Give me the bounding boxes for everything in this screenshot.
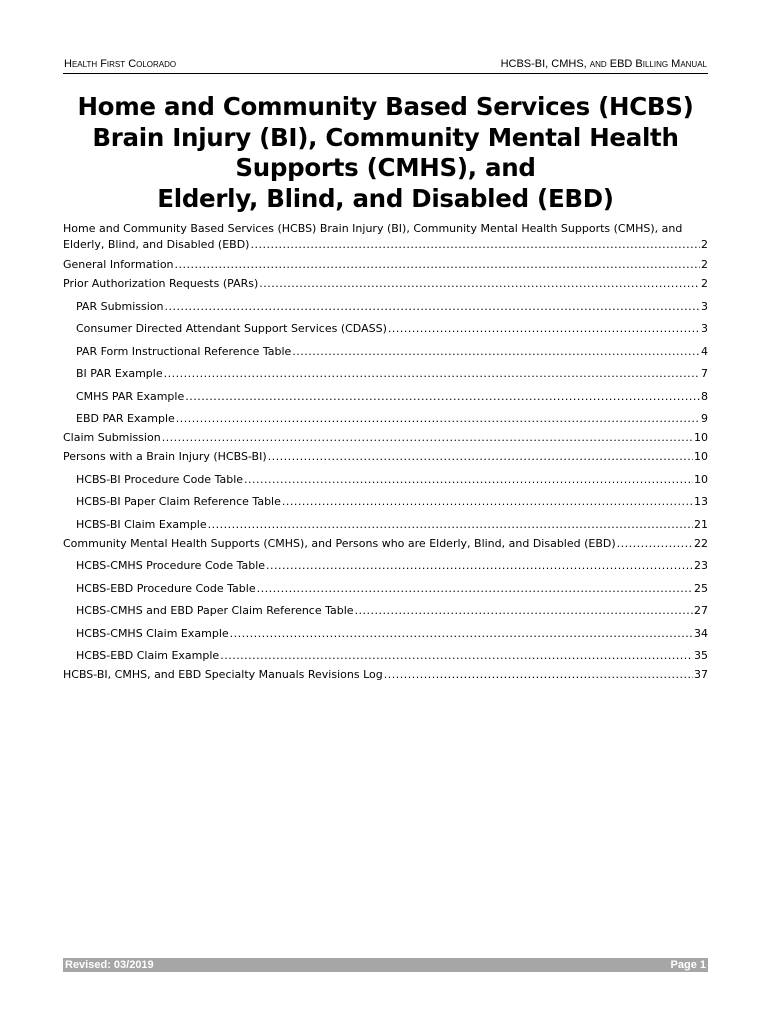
toc-dot-leader — [268, 450, 693, 464]
toc-subentry[interactable] — [63, 314, 708, 337]
toc-dot-leader — [220, 649, 693, 663]
document-title — [63, 92, 708, 214]
toc-entry-text: HCBS-BI Claim Example — [76, 517, 207, 531]
toc-entry[interactable] — [63, 532, 708, 551]
toc-entry[interactable] — [63, 253, 708, 272]
toc-entry-text: Elderly, Blind, and Disabled (EBD) — [63, 238, 250, 251]
title-line-1: Home and Community Based Services (HCBS) — [77, 92, 694, 121]
title-line-2: Brain Injury (BI), Community Mental Health — [92, 122, 679, 152]
toc-entry-text: PAR Form Instructional Reference Table — [76, 344, 292, 358]
toc-entry-text-line1: Home and Community Based Services (HCBS) Brain Injury (BI), Community Mental Health Supports (CMHS), and — [63, 222, 683, 235]
toc-dot-leader — [244, 473, 693, 487]
toc-entry-text: General Information — [63, 258, 174, 271]
toc-dot-leader — [282, 495, 693, 509]
toc-entry-text: HCBS-BI Procedure Code Table — [76, 472, 244, 486]
toc-entry-page: 10 — [694, 431, 708, 444]
toc-entry-page: 10 — [694, 472, 708, 486]
toc-dot-leader — [292, 345, 700, 359]
toc-entry-page: 13 — [694, 495, 708, 508]
toc-entry-page: 35 — [694, 649, 708, 662]
toc-entry-text: Claim Submission — [63, 431, 161, 444]
toc-entry-page: 37 — [694, 668, 708, 681]
toc-entry-page: 27 — [694, 604, 708, 617]
toc-dot-leader — [250, 237, 700, 253]
toc-subentry[interactable] — [63, 573, 708, 596]
toc-dot-leader — [165, 300, 700, 314]
toc-entry-text: Community Mental Health Supports (CMHS), and Persons who are Elderly, Blind, and Disabled (EBD) — [63, 536, 616, 550]
toc-entry-page: 7 — [701, 367, 708, 380]
toc-entry-page: 2 — [701, 277, 708, 290]
header-manual-name: HCBS-BI, CMHS, and EBD Billing Manual — [500, 58, 707, 70]
toc-entry-page: 34 — [694, 626, 708, 640]
toc-entry-text: EBD PAR Example — [76, 412, 175, 425]
toc-dot-leader — [355, 604, 693, 618]
toc-entry[interactable] — [63, 445, 708, 464]
toc-entry-text: BI PAR Example — [76, 367, 163, 380]
toc-entry-text: HCBS-CMHS Procedure Code Table — [76, 559, 266, 572]
toc-entry-text: PAR Submission — [76, 299, 164, 313]
toc-entry-page: 4 — [701, 344, 708, 358]
toc-entry-text: Prior Authorization Requests (PARs) — [63, 277, 259, 290]
toc-subentry[interactable] — [63, 641, 708, 664]
toc-entry-page: 3 — [701, 299, 708, 313]
toc-entry-page: 2 — [701, 258, 708, 271]
toc-dot-leader — [257, 582, 693, 596]
toc-entry-text: HCBS-BI Paper Claim Reference Table — [76, 495, 281, 508]
toc-entry[interactable] — [63, 426, 708, 445]
toc-entry-page: 25 — [694, 581, 708, 595]
toc-entry-page: 2 — [701, 238, 708, 251]
toc-subentry[interactable] — [63, 596, 708, 619]
toc-entry-page: 10 — [694, 450, 708, 463]
toc-subentry[interactable] — [63, 618, 708, 641]
toc-dot-leader — [259, 277, 700, 291]
toc-entry-text: HCBS-EBD Procedure Code Table — [76, 581, 256, 595]
toc-subentry[interactable] — [63, 359, 708, 382]
toc-subentry[interactable] — [63, 291, 708, 314]
toc-entry-text: Persons with a Brain Injury (HCBS-BI) — [63, 450, 267, 463]
toc-entry-page: 9 — [701, 412, 708, 425]
toc-subentry[interactable] — [63, 551, 708, 574]
title-line-3: Supports (CMHS), and — [235, 153, 536, 182]
toc-entry-page: 22 — [694, 536, 708, 550]
toc-entry-text: HCBS-BI, CMHS, and EBD Specialty Manuals Revisions Log — [63, 668, 383, 681]
toc-entry-text: Consumer Directed Attendant Support Services (CDASS) — [76, 322, 387, 335]
toc-dot-leader — [185, 390, 700, 404]
toc-dot-leader — [617, 537, 693, 551]
toc-entry-text: HCBS-EBD Claim Example — [76, 649, 220, 662]
toc-dot-leader — [164, 367, 700, 381]
toc-subentry[interactable] — [63, 509, 708, 532]
revision-date: Revised: 03/2019 — [65, 959, 154, 971]
toc-dot-leader — [208, 518, 693, 532]
toc-dot-leader — [266, 559, 693, 573]
toc-entry-text: HCBS-CMHS Claim Example — [76, 626, 229, 640]
toc-entry-text: CMHS PAR Example — [76, 389, 185, 403]
toc-entry-page: 8 — [701, 389, 708, 403]
toc-entry-page: 21 — [694, 517, 708, 531]
title-line-4: Elderly, Blind, and Disabled (EBD) — [157, 183, 614, 213]
toc-dot-leader — [384, 668, 693, 682]
toc-entry-text: HCBS-CMHS and EBD Paper Claim Reference Table — [76, 604, 354, 617]
toc-subentry[interactable] — [63, 404, 708, 427]
toc-entry[interactable] — [63, 272, 708, 291]
toc-dot-leader — [230, 627, 693, 641]
toc-subentry[interactable] — [63, 381, 708, 404]
page-footer — [63, 958, 708, 972]
toc-entry[interactable] — [63, 220, 708, 253]
toc-dot-leader — [176, 412, 700, 426]
toc-entry-page: 23 — [694, 559, 708, 572]
table-of-contents — [63, 220, 708, 682]
toc-dot-leader — [388, 322, 700, 336]
page-number: Page 1 — [670, 959, 706, 971]
toc-subentry[interactable] — [63, 464, 708, 487]
toc-subentry[interactable] — [63, 336, 708, 359]
toc-dot-leader — [175, 258, 700, 272]
toc-entry[interactable] — [63, 663, 708, 682]
toc-entry-page: 3 — [701, 322, 708, 335]
toc-dot-leader — [162, 431, 693, 445]
running-header — [63, 57, 708, 74]
header-org-name: Health First Colorado — [64, 58, 177, 70]
toc-subentry[interactable] — [63, 487, 708, 510]
